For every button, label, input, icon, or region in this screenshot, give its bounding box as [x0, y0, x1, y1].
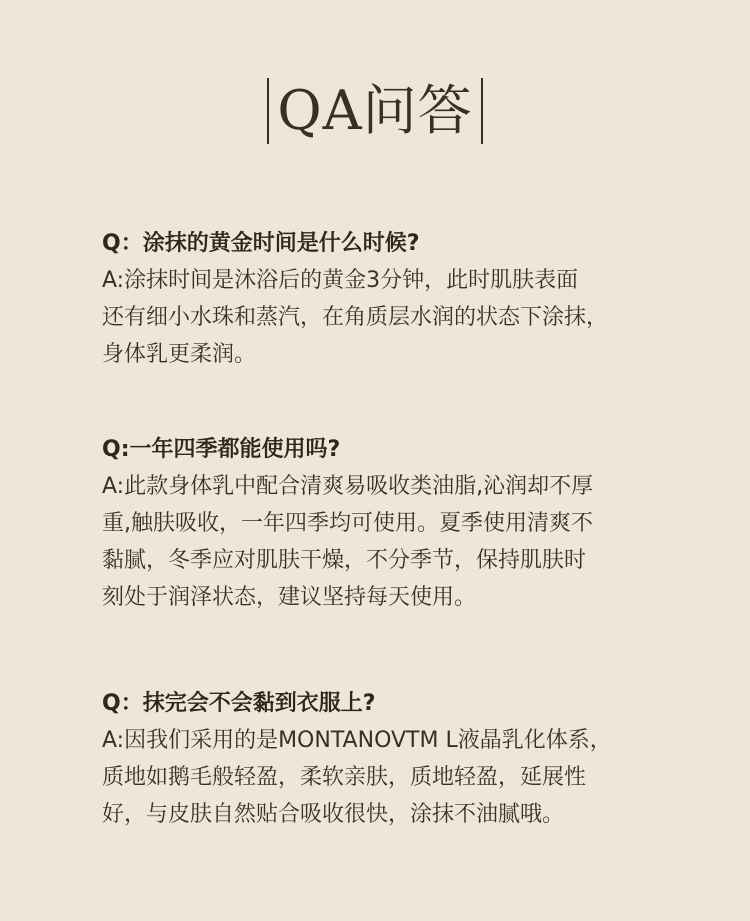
answer-line: A:此款身体乳中配合清爽易吸收类油脂,沁润却不厚 [102, 474, 594, 499]
answer-line: 质地如鹅毛般轻盈，柔软亲肤，质地轻盈，延展性 [102, 765, 587, 790]
answer-line: A:因我们采用的是MONTANOVTM L液晶乳化体系， [102, 728, 612, 753]
answer-line: 刻处于润泽状态，建议坚持每天使用。 [102, 585, 477, 610]
answer-line: 还有细小水珠和蒸汽，在角质层水润的状态下涂抹， [102, 305, 609, 330]
answer [102, 262, 662, 373]
page-header [0, 76, 750, 146]
answer [102, 722, 662, 833]
qa-item [102, 226, 662, 373]
qa-item [102, 432, 662, 616]
page-title: QA问答 [277, 79, 473, 142]
question: Q:一年四季都能使用吗? [102, 437, 341, 462]
title-right-bar [481, 78, 483, 144]
qa-item [102, 686, 662, 833]
answer-line: 黏腻，冬季应对肌肤干燥，不分季节，保持肌肤时 [102, 548, 587, 573]
answer [102, 468, 662, 616]
answer-line: 身体乳更柔润。 [102, 342, 257, 367]
answer-line: 好，与皮肤自然贴合吸收很快，涂抹不油腻哦。 [102, 802, 565, 827]
question: Q：抹完会不会黏到衣服上? [102, 691, 376, 716]
answer-line: 重,触肤吸收，一年四季均可使用。夏季使用清爽不 [102, 511, 593, 536]
question: Q：涂抹的黄金时间是什么时候? [102, 231, 420, 256]
answer-line: A:涂抹时间是沐浴后的黄金3分钟，此时肌肤表面 [102, 268, 579, 293]
